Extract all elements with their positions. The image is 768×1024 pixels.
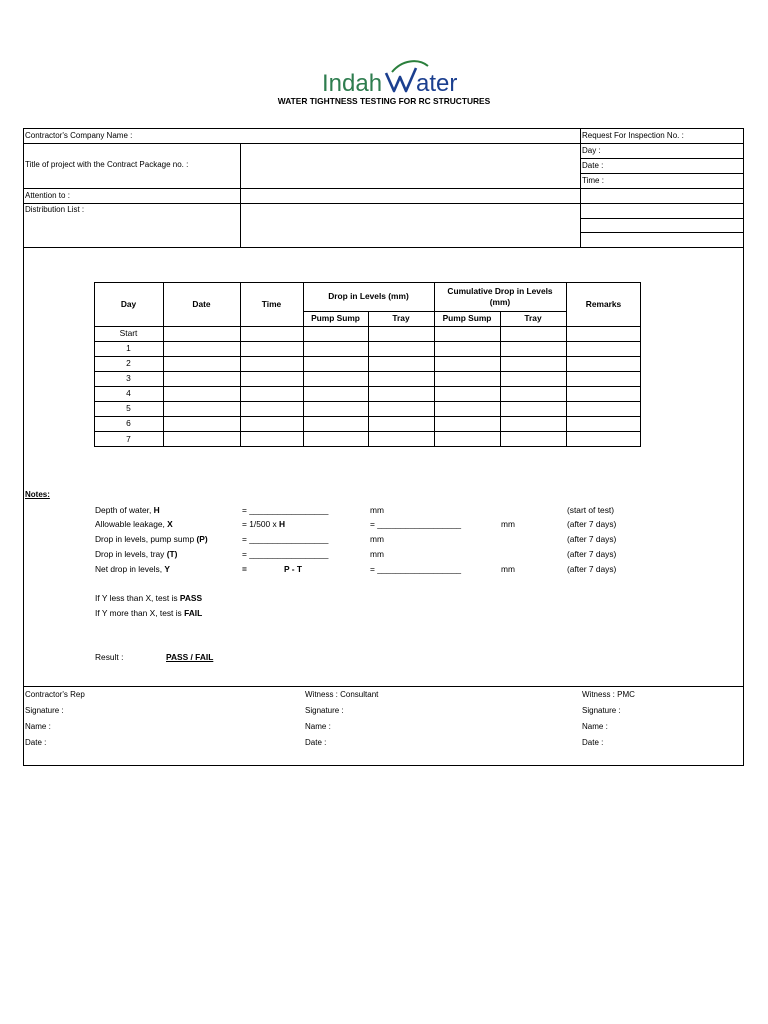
pmc-signature-label: Signature : xyxy=(582,706,621,715)
day-label: Day : xyxy=(582,146,601,155)
unit-mm: mm xyxy=(501,564,515,574)
formula-text: = 1/500 x xyxy=(242,519,280,529)
row-day-3: 3 xyxy=(126,373,131,383)
header-line xyxy=(580,218,744,219)
consultant-name-label: Name : xyxy=(305,722,331,731)
note-after-7-days: (after 7 days) xyxy=(567,534,617,544)
table-col-line xyxy=(500,311,501,447)
header-divider xyxy=(240,143,241,247)
table-row-line xyxy=(94,356,641,357)
consultant-date-label: Date : xyxy=(305,738,327,747)
unit-mm: mm xyxy=(370,534,384,544)
distribution-list-label: Distribution List : xyxy=(25,205,85,214)
row-day-2: 2 xyxy=(126,358,131,368)
header-line xyxy=(23,188,744,189)
col-header-cumulative-drop: Cumulative Drop in Levels (mm) xyxy=(447,285,553,307)
table-row-line xyxy=(94,371,641,372)
time-label: Time : xyxy=(582,176,604,185)
fail-word: FAIL xyxy=(184,608,203,618)
note-label: Allowable leakage, xyxy=(95,519,168,529)
footer-line xyxy=(23,686,744,687)
net-drop-equals: = xyxy=(242,564,247,574)
note-variable: X xyxy=(167,519,173,529)
pass-word: PASS xyxy=(179,593,203,603)
col-header-remarks: Remarks xyxy=(585,298,622,309)
contractor-name-label: Name : xyxy=(25,722,51,731)
subheader-cumulative-tray: Tray xyxy=(524,313,542,323)
unit-mm: mm xyxy=(370,505,384,515)
note-allowable-leakage xyxy=(95,519,173,529)
project-title-label: Title of project with the Contract Package no. : xyxy=(25,160,189,169)
note-variable: (P) xyxy=(196,534,208,544)
form-title: WATER TIGHTNESS TESTING FOR RC STRUCTURES xyxy=(277,96,491,106)
note-after-7-days: (after 7 days) xyxy=(567,549,617,559)
logo-text-water: ater xyxy=(416,70,458,96)
table-row-line xyxy=(94,341,641,342)
contractor-rep-title: Contractor's Rep xyxy=(25,690,85,699)
note-variable: Y xyxy=(164,564,170,574)
row-day-7: 7 xyxy=(126,433,131,444)
note-variable: H xyxy=(153,505,160,515)
header-divider xyxy=(580,128,581,247)
formula-variable: H xyxy=(279,519,286,529)
col-header-date: Date xyxy=(192,298,211,309)
note-after-7-days: (after 7 days) xyxy=(567,564,617,574)
subheader-pump-sump: Pump Sump xyxy=(311,313,360,323)
note-net-drop xyxy=(95,564,170,574)
note-depth-of-water xyxy=(95,505,160,515)
row-day-1: 1 xyxy=(126,343,131,353)
note-drop-pump-sump xyxy=(95,534,208,544)
table-row-line xyxy=(94,401,641,402)
leakage-blank: = __________________ xyxy=(370,519,462,529)
result-value: PASS / FAIL xyxy=(166,652,214,662)
note-label: Drop in levels, tray xyxy=(95,549,167,559)
net-drop-formula: P - T xyxy=(284,564,302,574)
pump-sump-blank: = _________________ xyxy=(242,534,329,544)
leakage-formula xyxy=(242,519,285,529)
header-line xyxy=(23,203,744,204)
date-label: Date : xyxy=(582,161,604,170)
pmc-date-label: Date : xyxy=(582,738,604,747)
rfi-number-label: Request For Inspection No. : xyxy=(582,131,684,140)
row-day-start: Start xyxy=(119,328,138,338)
note-drop-tray xyxy=(95,549,177,559)
pmc-title: Witness : PMC xyxy=(582,690,635,699)
unit-mm: mm xyxy=(370,549,384,559)
logo-text-indah: Indah xyxy=(322,70,383,96)
header-line xyxy=(580,173,744,174)
header-line xyxy=(580,158,744,159)
header-line xyxy=(23,247,744,248)
criteria-text: If Y less than X, test is xyxy=(95,593,180,603)
note-start-of-test: (start of test) xyxy=(567,505,615,515)
depth-blank: = _________________ xyxy=(242,505,329,515)
indah-water-logo xyxy=(322,60,462,96)
col-header-drop-levels: Drop in Levels (mm) xyxy=(328,291,409,301)
subheader-cumulative-pump-sump: Pump Sump xyxy=(442,313,492,323)
result-label: Result : xyxy=(95,652,124,662)
logo-graphic xyxy=(322,60,462,96)
contractor-signature-label: Signature : xyxy=(25,706,64,715)
col-header-day: Day xyxy=(120,298,137,309)
attention-label: Attention to : xyxy=(25,191,70,200)
col-header-time: Time xyxy=(261,298,282,309)
header-line xyxy=(580,232,744,233)
company-name-label: Contractor's Company Name : xyxy=(25,131,133,140)
note-variable: (T) xyxy=(166,549,178,559)
note-after-7-days: (after 7 days) xyxy=(567,519,617,529)
table-row-line xyxy=(94,326,641,327)
tray-blank: = _________________ xyxy=(242,549,329,559)
consultant-signature-label: Signature : xyxy=(305,706,344,715)
criteria-text: If Y more than X, test is xyxy=(95,608,185,618)
unit-mm: mm xyxy=(501,519,515,529)
notes-heading: Notes: xyxy=(25,490,50,499)
note-label: Net drop in levels, xyxy=(95,564,165,574)
table-row-line xyxy=(94,431,641,432)
consultant-title: Witness : Consultant xyxy=(305,690,379,699)
note-label: Drop in levels, pump sump xyxy=(95,534,197,544)
form-outer-border xyxy=(23,128,744,766)
fail-criteria xyxy=(95,608,202,618)
table-row-line xyxy=(94,386,641,387)
contractor-date-label: Date : xyxy=(25,738,47,747)
note-label: Depth of water, xyxy=(95,505,154,515)
row-day-4: 4 xyxy=(126,388,131,398)
pmc-name-label: Name : xyxy=(582,722,608,731)
row-day-6: 6 xyxy=(126,418,131,428)
header-line xyxy=(23,143,744,144)
pass-criteria xyxy=(95,593,202,603)
row-day-5: 5 xyxy=(126,403,131,413)
net-drop-blank: = __________________ xyxy=(370,564,462,574)
table-row-line xyxy=(94,416,641,417)
logo-w-mark xyxy=(386,68,416,91)
table-col-line xyxy=(368,311,369,447)
subheader-tray: Tray xyxy=(392,313,410,323)
